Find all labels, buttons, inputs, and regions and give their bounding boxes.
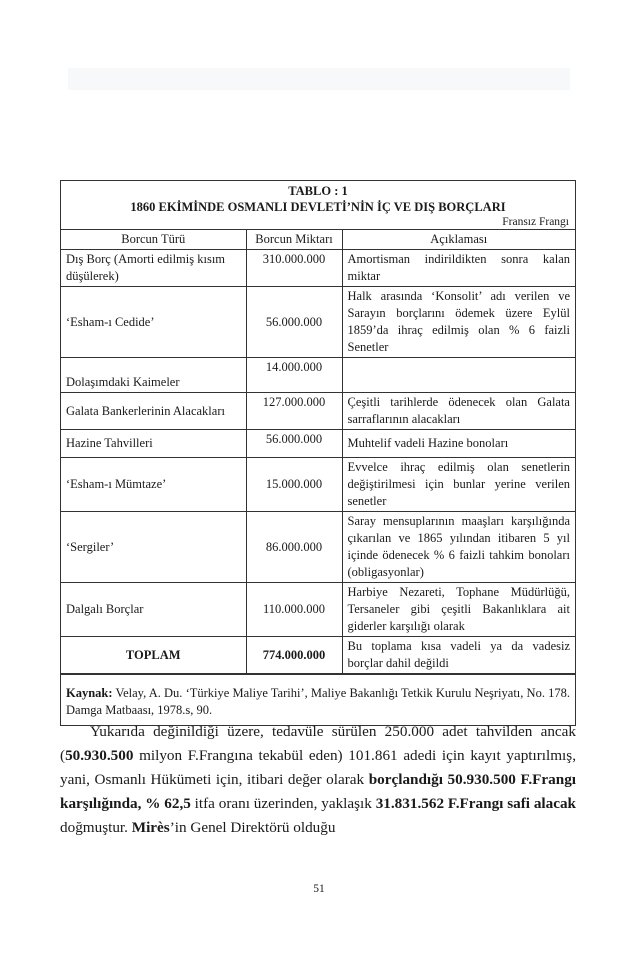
debt-note-cell: Amortisman indirildikten sonra kalan miktar <box>342 250 575 287</box>
header-debt-amount: Borcun Miktarı <box>246 230 342 250</box>
debt-type-cell: Dış Borç (Amorti edilmiş kısım düşülerek) <box>61 250 246 287</box>
debt-type-cell: ‘Sergiler’ <box>61 512 246 583</box>
table-row <box>61 393 575 430</box>
table-title: TABLO : 1 <box>288 184 348 198</box>
table-subtitle: 1860 EKİMİNDE OSMANLI DEVLETİ’NİN İÇ VE DIŞ BORÇLARI <box>130 200 506 214</box>
text-run: itfa oranı üzerinden, yaklaşık <box>190 795 376 812</box>
total-label-cell: TOPLAM <box>61 637 246 674</box>
debt-amount-cell: 56.000.000 <box>246 287 342 358</box>
table-row <box>61 458 575 512</box>
header-description: Açıklaması <box>342 230 575 250</box>
source-label: Kaynak: <box>66 686 113 700</box>
debt-amount-cell: 127.000.000 <box>246 393 342 430</box>
header-debt-type: Borcun Türü <box>61 230 246 250</box>
table-row <box>61 583 575 637</box>
table-total-row <box>61 637 575 674</box>
text-run: milyon F.Frangına tekabül eden) 101.861 adedi için kayıt yaptırılmış, yani, Osmanlı Hükümeti için, itibari değer olarak <box>60 747 576 788</box>
total-note-cell: Bu toplama kısa vadeli ya da vadesiz borçlar dahil değildi <box>342 637 575 674</box>
text-run: Yukarıda değinildiği üzere, tedavüle sürülen 250.000 adet tahvilden ancak ( <box>60 723 576 764</box>
table-header-row <box>61 230 575 250</box>
table-row <box>61 250 575 287</box>
debt-type-cell: Hazine Tahvilleri <box>61 430 246 458</box>
table-caption <box>61 181 575 215</box>
table-row <box>61 287 575 358</box>
bold-text-run: Mirès <box>131 819 170 836</box>
debt-note-cell: Evvelce ihraç edilmiş olan senetlerin değiştirilmesi için bunlar yerine verilen senetler <box>342 458 575 512</box>
debt-type-cell: Dolaşımdaki Kaimeler <box>61 358 246 393</box>
table-row <box>61 358 575 393</box>
page-number: 51 <box>313 883 325 895</box>
header-band <box>68 68 570 90</box>
debt-note-cell <box>342 358 575 393</box>
debt-type-cell: ‘Esham-ı Mümtaze’ <box>61 458 246 512</box>
total-amount-cell: 774.000.000 <box>246 637 342 674</box>
debt-amount-cell: 56.000.000 <box>246 430 342 458</box>
debt-table-box <box>60 180 576 726</box>
debt-type-cell: Dalgalı Borçlar <box>61 583 246 637</box>
table-row <box>61 512 575 583</box>
bold-text-run: 50.930.500 <box>65 747 134 764</box>
debt-type-cell: Galata Bankerlerinin Alacakları <box>61 393 246 430</box>
bold-text-run: borçlandığı 50.930.500 F.Frangı karşılığında, % 62,5 <box>60 771 577 812</box>
debt-amount-cell: 14.000.000 <box>246 358 342 393</box>
debt-type-cell: ‘Esham-ı Cedide’ <box>61 287 246 358</box>
table-row <box>61 430 575 458</box>
debt-note-cell: Muhtelif vadeli Hazine bonoları <box>342 430 575 458</box>
debt-note-cell: Harbiye Nezareti, Tophane Müdürlüğü, Tersaneler gibi çeşitli Bakanlıklara ait giderler karşılığı olarak <box>342 583 575 637</box>
debt-table <box>61 229 575 674</box>
debt-amount-cell: 15.000.000 <box>246 458 342 512</box>
debt-note-cell: Halk arasında ‘Konsolit’ adı verilen ve Sarayın borçlarını ödemek üzere Eylül 1859’da ihraç edilmiş olan % 6 faizli Senetler <box>342 287 575 358</box>
debt-amount-cell: 110.000.000 <box>246 583 342 637</box>
debt-note-cell: Çeşitli tarihlerde ödenecek olan Galata sarraflarının alacakları <box>342 393 575 430</box>
debt-amount-cell: 310.000.000 <box>246 250 342 287</box>
source-text: Velay, A. Du. ‘Türkiye Maliye Tarihi’, Maliye Bakanlığı Tetkik Kurulu Neşriyatı, No. 178. Damga Matbaası, 1978.s, 90. <box>66 686 570 717</box>
currency-note: Fransız Frangı <box>502 216 569 228</box>
body-paragraph <box>60 720 576 840</box>
debt-amount-cell: 86.000.000 <box>246 512 342 583</box>
bold-text-run: 31.831.562 F.Frangı safi alacak <box>375 795 577 812</box>
table-source <box>61 674 575 725</box>
debt-note-cell: Saray mensuplarının maaşları karşılığında çıkarılan ve 1865 yılından itibaren 5 yıl içinde ödenecek % 6 faizli tahkim bonoları (obligasyonlar) <box>342 512 575 583</box>
text-run: doğmuştur. <box>60 819 132 836</box>
text-run: ’in Genel Direktörü olduğu <box>169 819 336 836</box>
debt-table-body <box>61 250 575 674</box>
